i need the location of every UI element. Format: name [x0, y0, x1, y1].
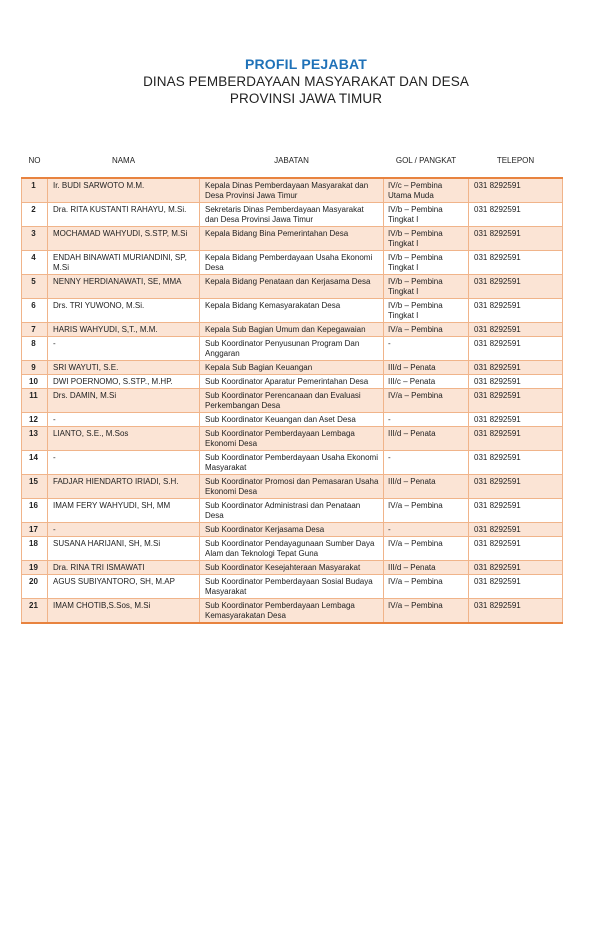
cell-nama: HARIS WAHYUDI, S,T., M.M. — [48, 323, 200, 337]
cell-nama: SRI WAYUTI, S.E. — [48, 361, 200, 375]
cell-jabatan: Kepala Sub Bagian Keuangan — [200, 361, 384, 375]
cell-no: 2 — [22, 203, 48, 227]
cell-no: 3 — [22, 227, 48, 251]
cell-jabatan: Sekretaris Dinas Pemberdayaan Masyarakat dan Desa Provinsi Jawa Timur — [200, 203, 384, 227]
cell-no: 19 — [22, 561, 48, 575]
cell-jabatan: Sub Koordinator Kerjasama Desa — [200, 523, 384, 537]
table-row — [22, 537, 563, 561]
header-jabatan: JABATAN — [274, 155, 309, 165]
cell-telepon: 031 8292591 — [469, 561, 563, 575]
cell-gol: - — [384, 523, 469, 537]
cell-no: 9 — [22, 361, 48, 375]
cell-no: 4 — [22, 251, 48, 275]
cell-telepon: 031 8292591 — [469, 413, 563, 427]
cell-jabatan: Sub Koordinator Pemberdayaan Lembaga Ekonomi Desa — [200, 427, 384, 451]
cell-jabatan: Kepala Dinas Pemberdayaan Masyarakat dan Desa Provinsi Jawa Timur — [200, 178, 384, 203]
cell-no: 14 — [22, 451, 48, 475]
cell-jabatan: Sub Koordinator Penyusunan Program Dan Anggaran — [200, 337, 384, 361]
table-row — [22, 275, 563, 299]
cell-telepon: 031 8292591 — [469, 427, 563, 451]
cell-jabatan: Sub Koordinator Kesejahteraan Masyarakat — [200, 561, 384, 575]
cell-gol: IV/c – Pembina Utama Muda — [384, 178, 469, 203]
cell-jabatan: Sub Koordinator Perencanaan dan Evaluasi Perkembangan Desa — [200, 389, 384, 413]
cell-telepon: 031 8292591 — [469, 251, 563, 275]
cell-no: 1 — [22, 178, 48, 203]
cell-gol: IV/a – Pembina — [384, 323, 469, 337]
header-telepon: TELEPON — [496, 155, 535, 165]
table-row — [22, 413, 563, 427]
cell-gol: IV/a – Pembina — [384, 499, 469, 523]
cell-gol: III/c – Penata — [384, 375, 469, 389]
cell-telepon: 031 8292591 — [469, 389, 563, 413]
cell-nama: LIANTO, S.E., M.Sos — [48, 427, 200, 451]
cell-telepon: 031 8292591 — [469, 323, 563, 337]
cell-no: 7 — [22, 323, 48, 337]
cell-telepon: 031 8292591 — [469, 575, 563, 599]
cell-nama: Ir. BUDI SARWOTO M.M. — [48, 178, 200, 203]
cell-gol: IV/a – Pembina — [384, 389, 469, 413]
table-row — [22, 523, 563, 537]
cell-no: 6 — [22, 299, 48, 323]
cell-jabatan: Sub Koordinator Promosi dan Pemasaran Usaha Ekonomi Desa — [200, 475, 384, 499]
cell-nama: FADJAR HIENDARTO IRIADI, S.H. — [48, 475, 200, 499]
table-row — [22, 337, 563, 361]
cell-jabatan: Sub Koordinator Aparatur Pemerintahan Desa — [200, 375, 384, 389]
table-row — [22, 575, 563, 599]
table-row — [22, 561, 563, 575]
cell-no: 17 — [22, 523, 48, 537]
cell-gol: IV/b – Pembina Tingkat I — [384, 251, 469, 275]
table-header-row — [22, 151, 563, 169]
cell-nama: - — [48, 337, 200, 361]
table-row — [22, 323, 563, 337]
cell-no: 5 — [22, 275, 48, 299]
table-row — [22, 451, 563, 475]
cell-telepon: 031 8292591 — [469, 361, 563, 375]
cell-gol: III/d – Penata — [384, 427, 469, 451]
cell-nama: Dra. RINA TRI ISMAWATI — [48, 561, 200, 575]
table-body — [22, 178, 563, 623]
cell-gol: - — [384, 337, 469, 361]
cell-gol: IV/b – Pembina Tingkat I — [384, 299, 469, 323]
cell-nama: Drs. DAMIN, M.Si — [48, 389, 200, 413]
cell-nama: - — [48, 451, 200, 475]
table-row — [22, 178, 563, 203]
cell-telepon: 031 8292591 — [469, 599, 563, 624]
cell-jabatan: Kepala Bidang Kemasyarakatan Desa — [200, 299, 384, 323]
cell-nama: IMAM FERY WAHYUDI, SH, MM — [48, 499, 200, 523]
cell-telepon: 031 8292591 — [469, 537, 563, 561]
cell-telepon: 031 8292591 — [469, 178, 563, 203]
cell-nama: AGUS SUBIYANTORO, SH, M.AP — [48, 575, 200, 599]
cell-jabatan: Sub Koordinator Pemberdayaan Sosial Budaya Masyarakat — [200, 575, 384, 599]
cell-gol: III/d – Penata — [384, 361, 469, 375]
table-row — [22, 299, 563, 323]
table-row — [22, 499, 563, 523]
cell-telepon: 031 8292591 — [469, 451, 563, 475]
table-row — [22, 389, 563, 413]
table-row — [22, 203, 563, 227]
cell-gol: IV/b – Pembina Tingkat I — [384, 227, 469, 251]
cell-gol: III/d – Penata — [384, 475, 469, 499]
cell-no: 15 — [22, 475, 48, 499]
cell-no: 11 — [22, 389, 48, 413]
cell-no: 21 — [22, 599, 48, 624]
officials-table — [21, 151, 563, 624]
cell-jabatan: Kepala Bidang Penataan dan Kerjasama Desa — [200, 275, 384, 299]
table-row — [22, 251, 563, 275]
cell-nama: IMAM CHOTIB,S.Sos, M.Si — [48, 599, 200, 624]
cell-no: 13 — [22, 427, 48, 451]
cell-telepon: 031 8292591 — [469, 375, 563, 389]
cell-telepon: 031 8292591 — [469, 227, 563, 251]
table-row — [22, 375, 563, 389]
cell-jabatan: Kepala Bidang Bina Pemerintahan Desa — [200, 227, 384, 251]
cell-jabatan: Sub Koordinator Pemberdayaan Lembaga Kemasyarakatan Desa — [200, 599, 384, 624]
cell-gol: III/d – Penata — [384, 561, 469, 575]
cell-gol: - — [384, 413, 469, 427]
table-row — [22, 227, 563, 251]
table-row — [22, 599, 563, 624]
cell-gol: IV/a – Pembina — [384, 599, 469, 624]
document-title-block — [0, 56, 612, 107]
cell-jabatan: Kepala Bidang Pemberdayaan Usaha Ekonomi Desa — [200, 251, 384, 275]
cell-jabatan: Sub Koordinator Administrasi dan Penataan Desa — [200, 499, 384, 523]
cell-gol: - — [384, 451, 469, 475]
header-nama: NAMA — [111, 155, 136, 165]
agency-name: DINAS PEMBERDAYAAN MASYARAKAT DAN DESA — [143, 74, 469, 89]
cell-nama: ENDAH BINAWATI MURIANDINI, SP, M.Si — [48, 251, 200, 275]
cell-nama: NENNY HERDIANAWATI, SE, MMA — [48, 275, 200, 299]
cell-no: 8 — [22, 337, 48, 361]
province-name: PROVINSI JAWA TIMUR — [229, 91, 383, 106]
cell-gol: IV/a – Pembina — [384, 537, 469, 561]
cell-telepon: 031 8292591 — [469, 499, 563, 523]
cell-nama: SUSANA HARIJANI, SH, M.Si — [48, 537, 200, 561]
cell-jabatan: Sub Koordinator Pendayagunaan Sumber Daya Alam dan Teknologi Tepat Guna — [200, 537, 384, 561]
cell-telepon: 031 8292591 — [469, 275, 563, 299]
cell-no: 12 — [22, 413, 48, 427]
cell-nama: DWI POERNOMO, S.STP., M.HP. — [48, 375, 200, 389]
cell-no: 18 — [22, 537, 48, 561]
table-row — [22, 475, 563, 499]
cell-no: 16 — [22, 499, 48, 523]
cell-telepon: 031 8292591 — [469, 337, 563, 361]
header-no: NO — [28, 155, 41, 165]
cell-no: 20 — [22, 575, 48, 599]
cell-nama: Dra. RITA KUSTANTI RAHAYU, M.Si. — [48, 203, 200, 227]
cell-jabatan: Sub Koordinator Pemberdayaan Usaha Ekonomi Masyarakat — [200, 451, 384, 475]
cell-nama: Drs. TRI YUWONO, M.Si. — [48, 299, 200, 323]
cell-gol: IV/a – Pembina — [384, 575, 469, 599]
cell-jabatan: Sub Koordinator Keuangan dan Aset Desa — [200, 413, 384, 427]
header-gol: GOL / PANGKAT — [395, 155, 457, 165]
header-spacer — [22, 169, 563, 178]
cell-telepon: 031 8292591 — [469, 299, 563, 323]
cell-no: 10 — [22, 375, 48, 389]
cell-telepon: 031 8292591 — [469, 523, 563, 537]
cell-telepon: 031 8292591 — [469, 203, 563, 227]
cell-telepon: 031 8292591 — [469, 475, 563, 499]
cell-gol: IV/b – Pembina Tingkat I — [384, 203, 469, 227]
cell-nama: - — [48, 413, 200, 427]
table-row — [22, 361, 563, 375]
cell-nama: MOCHAMAD WAHYUDI, S.STP, M.Si — [48, 227, 200, 251]
cell-gol: IV/b – Pembina Tingkat I — [384, 275, 469, 299]
cell-nama: - — [48, 523, 200, 537]
page-title: PROFIL PEJABAT — [244, 56, 368, 72]
table-row — [22, 427, 563, 451]
cell-jabatan: Kepala Sub Bagian Umum dan Kepegawaian — [200, 323, 384, 337]
